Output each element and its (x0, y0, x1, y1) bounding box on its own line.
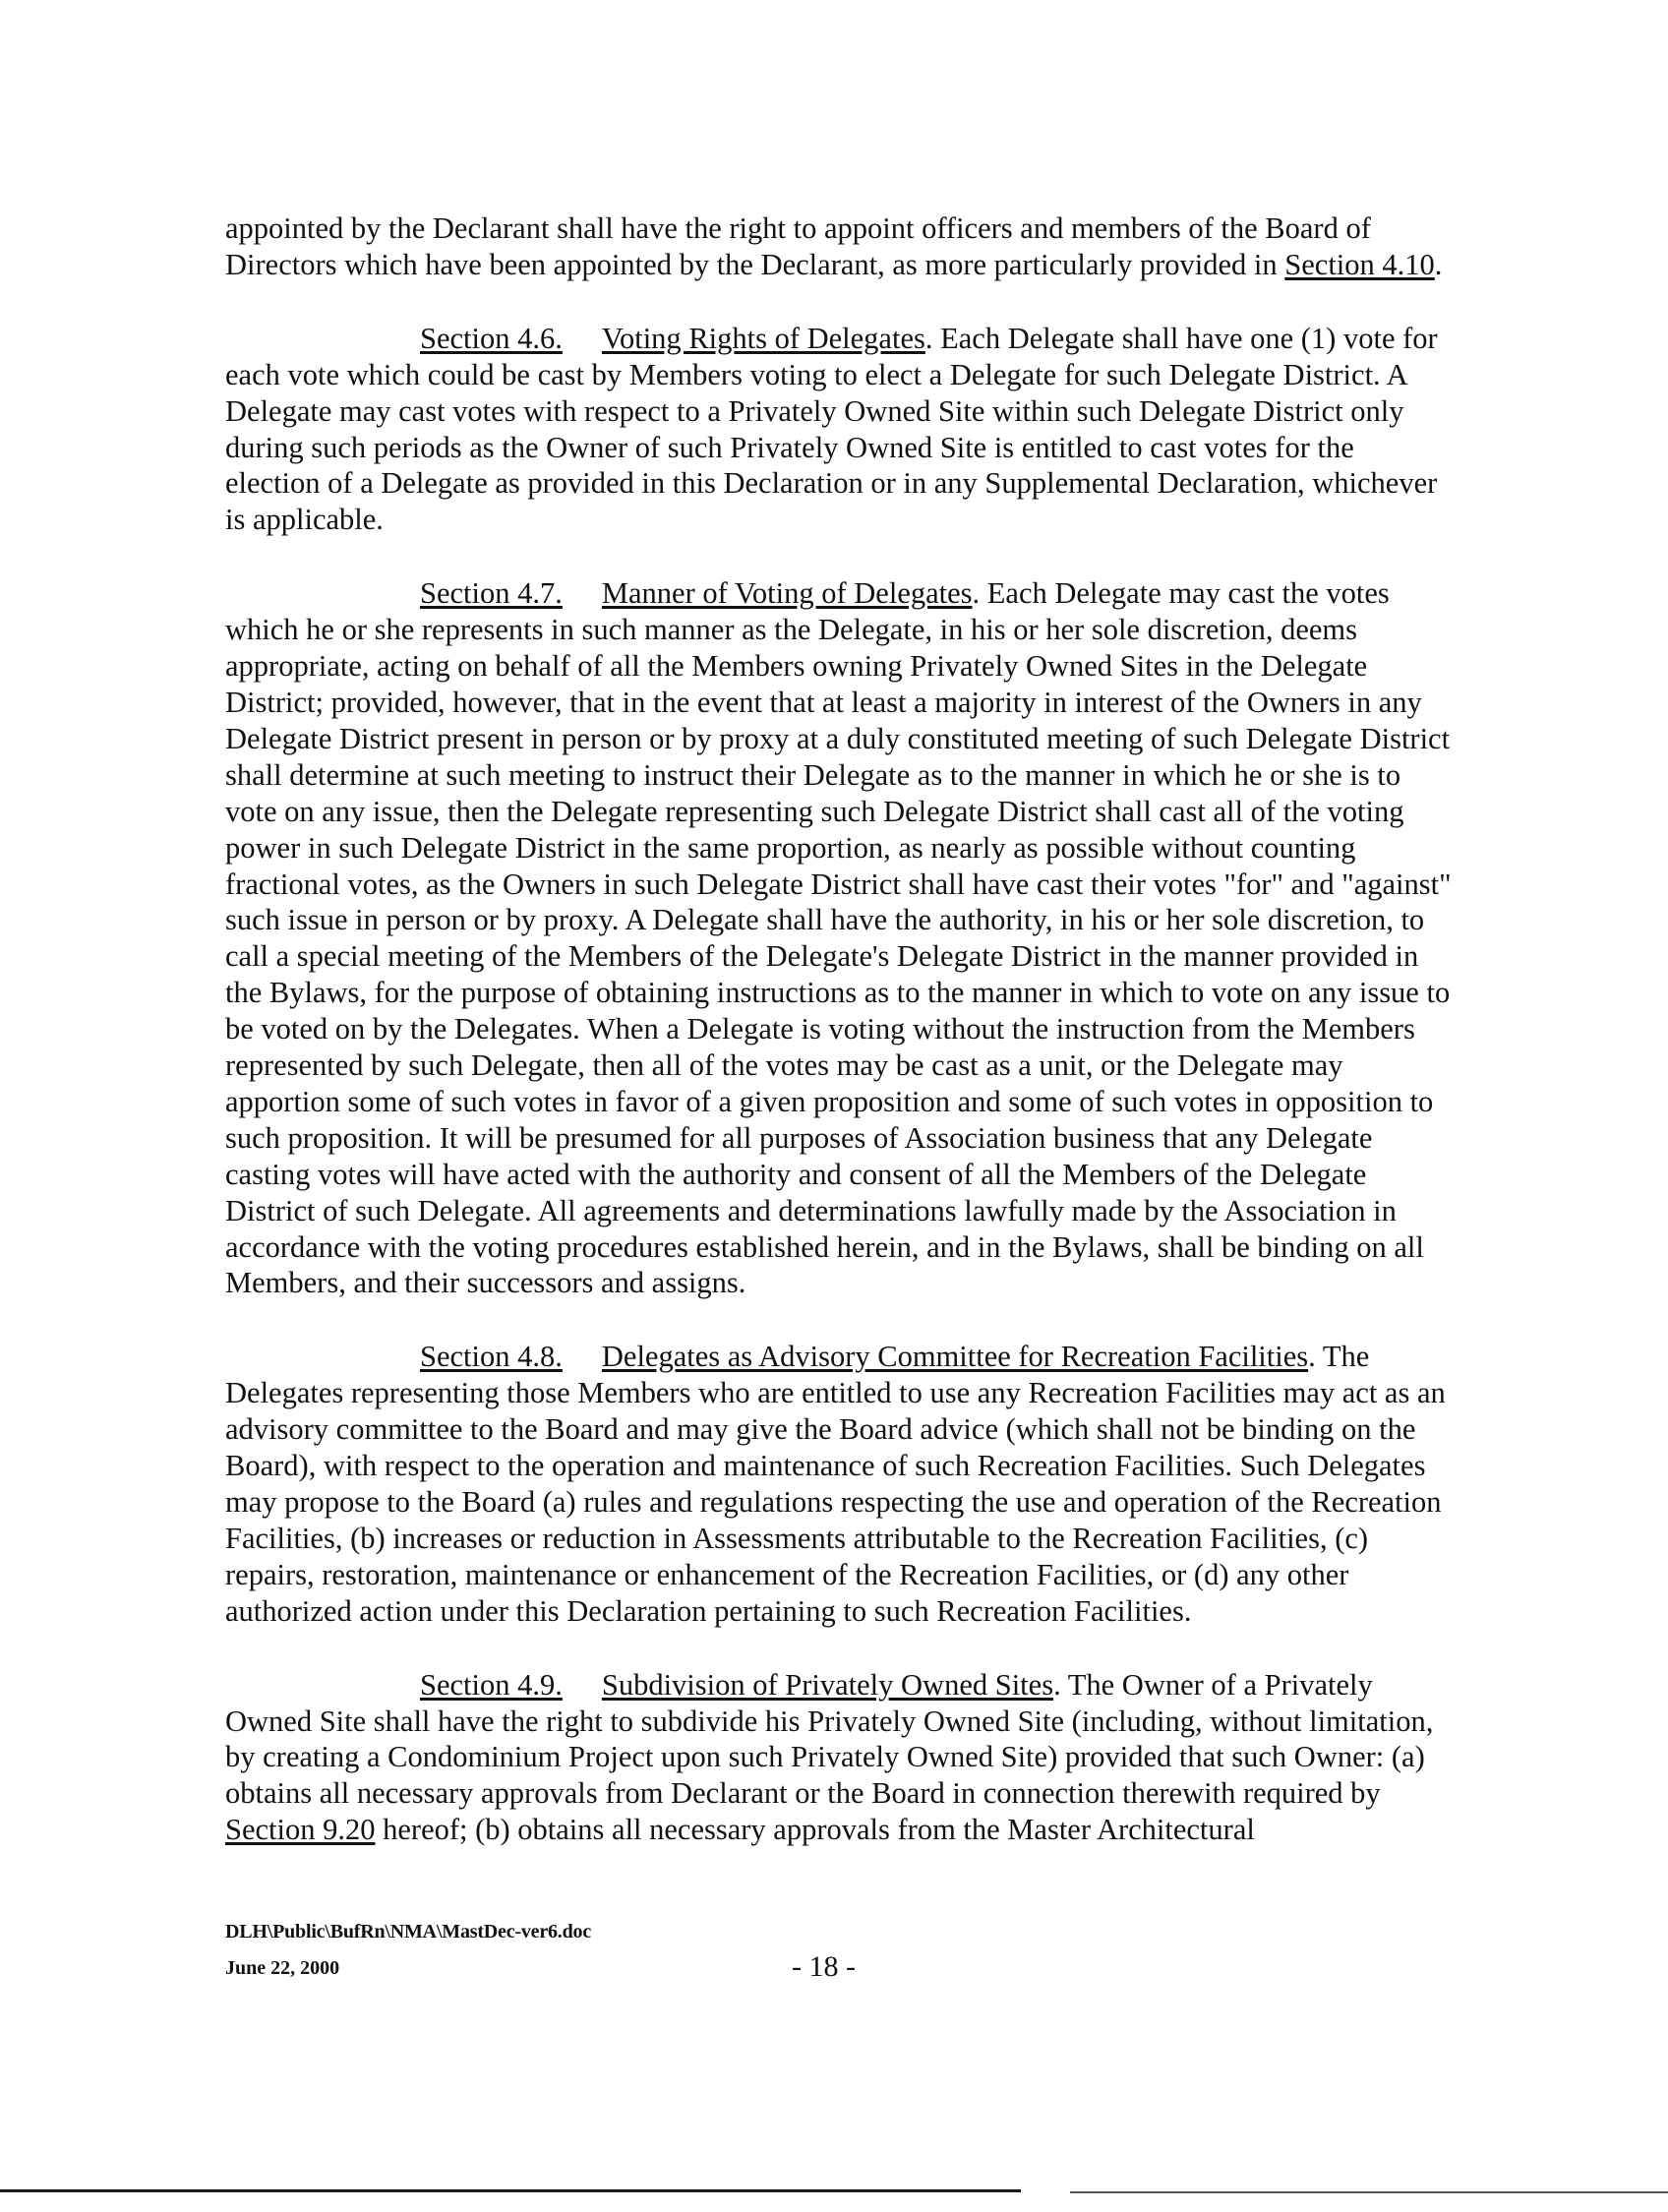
section-title: Voting Rights of Delegates (601, 321, 925, 355)
section-4-8-paragraph (225, 1339, 1455, 1629)
section-4-6-paragraph (225, 321, 1455, 538)
cross-reference-section-4-10: Section 4.10 (1284, 247, 1435, 281)
section-body: . The Delegates representing those Members who are entitled to use any Recreation Facilities may act as an advisory committee to the Board and may give the Board advice (which shall not be binding on the Board), with respect to the operation and maintenance of such Recreation Facilities. Such Delegates may propose to the Board (a) rules and regulations respecting the use and operation of the Recreation Facilities, (b) increases or reduction in Assessments attributable to the Recreation Facilities, (c) repairs, restoration, maintenance or enhancement of the Recreation Facilities, or (d) any other authorized action under this Declaration pertaining to such Recreation Facilities. (225, 1340, 1446, 1628)
bottom-scan-rule-right (1070, 2191, 1668, 2193)
section-body-continued: hereof; (b) obtains all necessary approvals from the Master Architectural (375, 1813, 1255, 1847)
section-number: Section 4.6. (420, 321, 563, 355)
cross-reference-section-9-20: Section 9.20 (225, 1813, 376, 1847)
section-number: Section 4.9. (420, 1667, 563, 1702)
section-body: . The Owner of a Privately Owned Site shall have the right to subdivide his Privately Owned Site (including, without limitation, by creating a Condominium Project upon such Privately Owned Site) provided that such Owner: (a) obtains all necessary approvals from Declarant or the Board in connection therewith required by (225, 1667, 1434, 1811)
bottom-scan-rule-left (0, 2189, 1021, 2192)
opening-text: appointed by the Declarant shall have the right to appoint officers and members of the Board of Directors which have been appointed by the Declarant, as more particularly provided in (225, 211, 1371, 281)
opening-end: . (1434, 247, 1443, 281)
footer-date: June 22, 2000 (225, 1957, 340, 1979)
footer-file-path: DLH\Public\BufRn\NMA\MastDec-ver6.doc (225, 1921, 592, 1943)
section-title: Delegates as Advisory Committee for Recreation Facilities (601, 1340, 1309, 1374)
section-4-9-paragraph (225, 1667, 1455, 1849)
page-number: - 18 - (792, 1950, 856, 1983)
section-number: Section 4.8. (420, 1340, 563, 1374)
section-number: Section 4.7. (420, 576, 563, 611)
section-title: Subdivision of Privately Owned Sites (601, 1667, 1054, 1702)
document-body (225, 210, 1455, 1885)
opening-paragraph (225, 210, 1455, 283)
section-body: . Each Delegate may cast the votes which he or she represents in such manner as the Delegate, in his or her sole discretion, deems appropriate, acting on behalf of all the Members owning Privately Owned Sites in the Delegate District; provided, however, that in the event that at least a majority in interest of the Owners in any Delegate District present in person or by proxy at a duly constituted meeting of such Delegate District shall determine at such meeting to instruct their Delegate as to the manner in which he or she is to vote on any issue, then the Delegate representing such Delegate District shall cast all of the voting power in such Delegate District in the same proportion, as nearly as possible without counting fractional votes, as the Owners in such Delegate District shall have cast their votes "for" and "against" such issue in person or by proxy. A Delegate shall have the authority, in his or her sole discretion, to call a special meeting of the Members of the Delegate's Delegate District in the manner provided in the Bylaws, for the purpose of obtaining instructions as to the manner in which to vote on any issue to be voted on by the Delegates. When a Delegate is voting without the instruction from the Members represented by such Delegate, then all of the votes may be cast as a unit, or the Delegate may apportion some of such votes in favor of a given proposition and some of such votes in opposition to such proposition. It will be presumed for all purposes of Association business that any Delegate casting votes will have acted with the authority and consent of all the Members of the Delegate District of such Delegate. All agreements and determinations lawfully made by the Association in accordance with the voting procedures established herein, and in the Bylaws, shall be binding on all Members, and their successors and assigns. (225, 576, 1452, 1300)
section-body: . Each Delegate shall have one (1) vote for each vote which could be cast by Members voting to elect a Delegate for such Delegate District. A Delegate may cast votes with respect to a Privately Owned Site within such Delegate District only during such periods as the Owner of such Privately Owned Site is entitled to cast votes for the election of a Delegate as provided in this Declaration or in any Supplemental Declaration, whichever is applicable. (225, 321, 1438, 537)
section-4-7-paragraph (225, 575, 1455, 1301)
section-title: Manner of Voting of Delegates (601, 576, 973, 611)
